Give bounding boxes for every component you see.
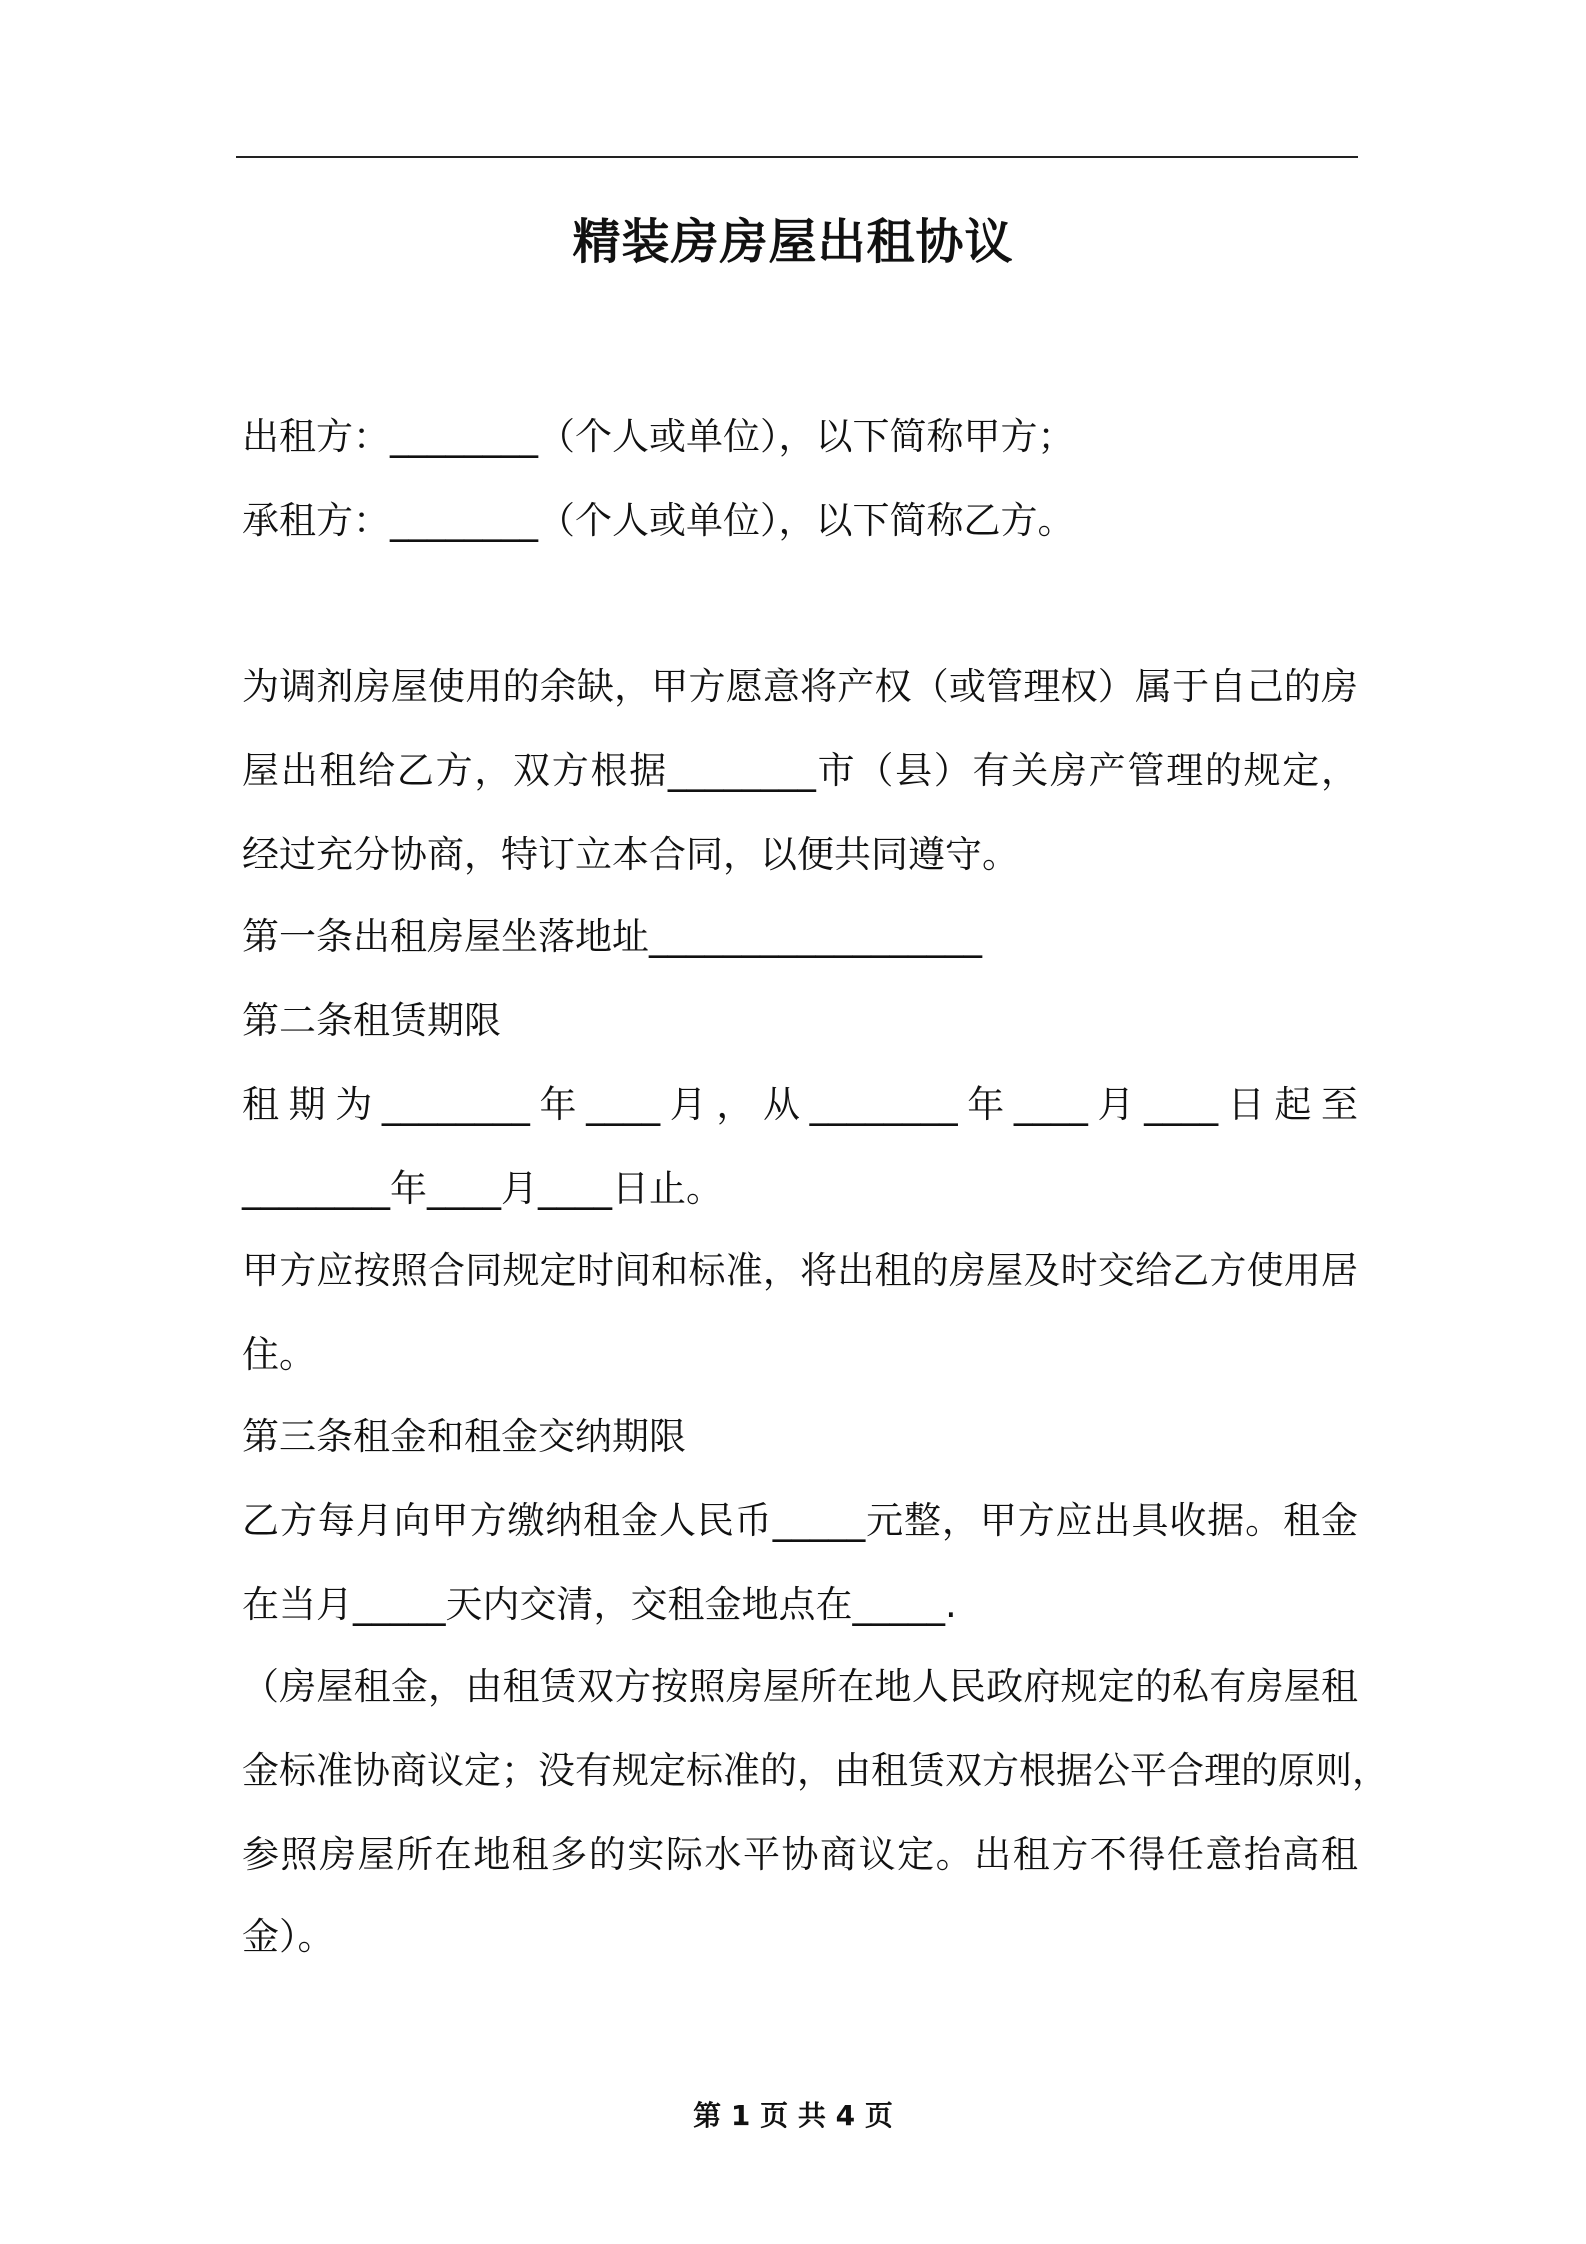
rent-line-1: 乙方每月向甲方缴纳租金人民币_____元整，甲方应出具收据。租金 (242, 1499, 1358, 1542)
lease-term-line-1: 租期为________年____月，从________年____月____日起至 (242, 1083, 1358, 1126)
delivery-line-2: 住。 (242, 1333, 316, 1376)
rent-line-2: 在当月_____天内交清，交租金地点在_____. (242, 1583, 957, 1626)
rent-note-line-1: （房屋租金，由租赁双方按照房屋所在地人民政府规定的私有房屋租 (242, 1665, 1358, 1708)
preamble-line-2: 屋出租给乙方，双方根据________市（县）有关房产管理的规定， (242, 749, 1358, 792)
page-number-footer: 第 1 页 共 4 页 (693, 2099, 893, 2132)
article-2-heading: 第二条租赁期限 (242, 999, 501, 1042)
preamble-line-3: 经过充分协商，特订立本合同，以便共同遵守。 (242, 833, 1019, 876)
document-title: 精装房房屋出租协议 (572, 214, 1014, 270)
delivery-line-1: 甲方应按照合同规定时间和标准，将出租的房屋及时交给乙方使用居 (242, 1249, 1358, 1292)
lessor-line: 出租方：________（个人或单位），以下简称甲方； (242, 415, 1075, 458)
rent-note-line-3: 参照房屋所在地租多的实际水平协商议定。出租方不得任意抬高租 (242, 1833, 1358, 1876)
lessee-line: 承租方：________（个人或单位），以下简称乙方。 (242, 499, 1075, 542)
article-3-heading: 第三条租金和租金交纳期限 (242, 1415, 686, 1458)
header-divider (236, 156, 1358, 158)
rent-note-line-4: 金）。 (242, 1915, 335, 1958)
rent-note-line-2: 金标准协商议定；没有规定标准的，由租赁双方根据公平合理的原则， (242, 1749, 1389, 1792)
lease-term-line-2: ________年____月____日止。 (242, 1167, 723, 1210)
article-1-address: 第一条出租房屋坐落地址__________________ (242, 915, 982, 958)
preamble-line-1: 为调剂房屋使用的余缺，甲方愿意将产权（或管理权）属于自己的房 (242, 665, 1358, 708)
